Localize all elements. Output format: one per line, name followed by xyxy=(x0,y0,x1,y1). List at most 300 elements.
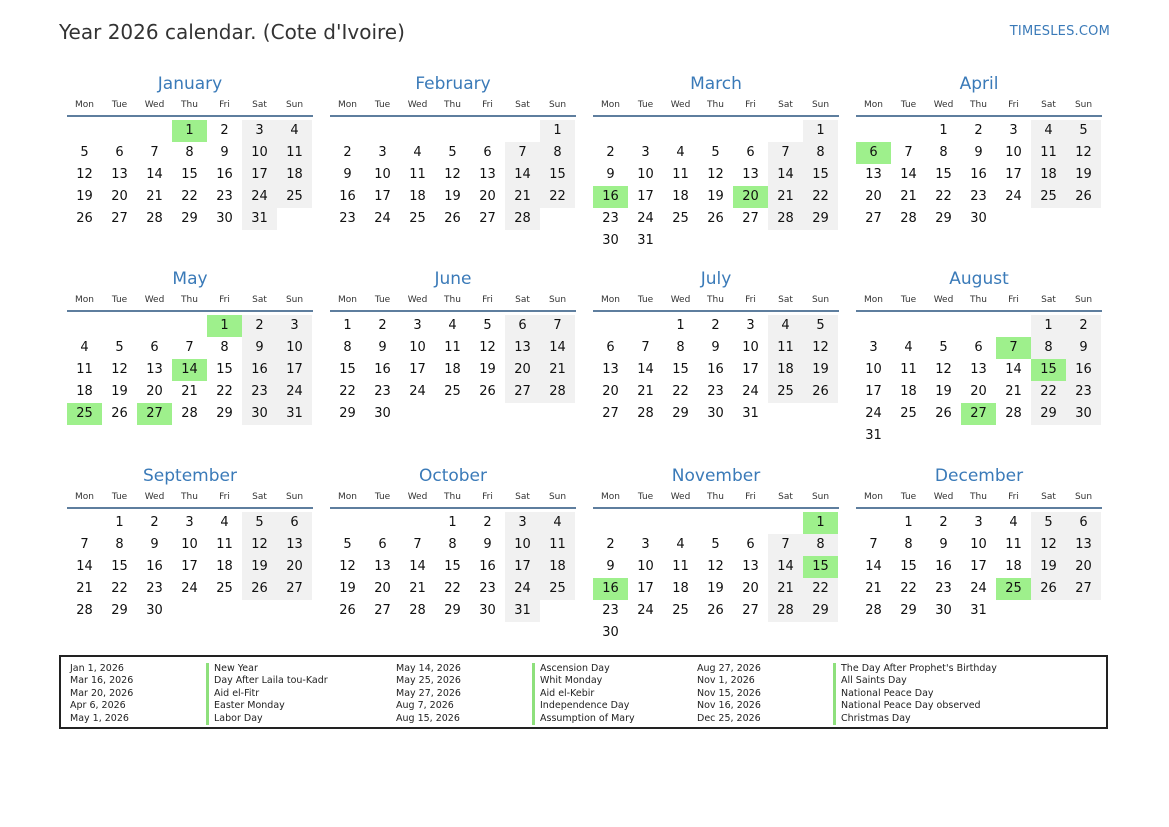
day-cell: 2 xyxy=(220,123,229,138)
day-cell: 24 xyxy=(181,581,198,596)
day-cell: 29 xyxy=(1031,403,1066,425)
day-cell: 2 xyxy=(483,515,492,530)
day-cell: 17 xyxy=(742,362,759,377)
day-cell: 5 xyxy=(483,318,492,333)
empty-cell xyxy=(365,512,400,534)
empty-cell xyxy=(698,120,733,142)
legend-date: Dec 25, 2026 xyxy=(697,712,761,724)
day-cell: 7 xyxy=(150,145,159,160)
legend-date: May 27, 2026 xyxy=(396,687,461,699)
empty-cell xyxy=(926,315,961,337)
legend-item xyxy=(70,663,328,675)
day-cell: 11 xyxy=(1005,537,1022,552)
weekday-label: Sun xyxy=(285,100,304,110)
legend-holiday-name: National Peace Day xyxy=(833,688,934,700)
day-cell: 17 xyxy=(637,581,654,596)
day-cell: 28 xyxy=(865,603,882,618)
day-cell: 29 xyxy=(672,406,689,421)
day-cell: 7 xyxy=(641,340,650,355)
day-cell: 13 xyxy=(970,362,987,377)
day-cell: 23 xyxy=(1066,381,1101,403)
day-cell: 8 xyxy=(115,537,124,552)
weekday-label: Fri xyxy=(219,492,230,502)
day-cell: 3 xyxy=(277,315,312,337)
day-cell: 22 xyxy=(672,384,689,399)
day-cell: 5 xyxy=(343,537,352,552)
day-cell: 22 xyxy=(900,581,917,596)
empty-cell xyxy=(733,512,768,534)
weekday-header xyxy=(593,96,839,117)
weekday-label: Fri xyxy=(1008,492,1019,502)
day-cell: 11 xyxy=(1031,142,1066,164)
day-cell: 25 xyxy=(900,406,917,421)
day-cell: 30 xyxy=(242,403,277,425)
day-cell: 19 xyxy=(935,384,952,399)
weekday-label: Tue xyxy=(374,492,391,502)
day-cell: 12 xyxy=(111,362,128,377)
holiday-day-cell: 20 xyxy=(733,186,768,208)
day-cell: 22 xyxy=(444,581,461,596)
day-cell: 3 xyxy=(746,318,755,333)
weekday-label: Thu xyxy=(970,100,987,110)
legend-item xyxy=(70,700,328,712)
weekday-label: Tue xyxy=(111,492,128,502)
legend-item xyxy=(396,700,635,712)
empty-cell xyxy=(856,315,891,337)
day-cell: 6 xyxy=(746,537,755,552)
day-cell: 27 xyxy=(742,603,759,618)
weekday-label: Mon xyxy=(338,295,357,305)
weekday-header xyxy=(593,488,839,509)
weekday-label: Mon xyxy=(601,492,620,502)
empty-cell xyxy=(102,315,137,337)
day-cell: 10 xyxy=(505,534,540,556)
day-cell: 4 xyxy=(904,340,913,355)
day-cell: 4 xyxy=(277,120,312,142)
weekday-label: Sat xyxy=(252,100,267,110)
legend-date: Jan 1, 2026 xyxy=(70,663,124,674)
month-name: March xyxy=(690,74,742,94)
day-cell: 23 xyxy=(479,581,496,596)
day-cell: 14 xyxy=(146,167,163,182)
day-cell: 28 xyxy=(768,208,803,230)
legend-date: Nov 16, 2026 xyxy=(697,700,761,712)
weekday-label: Sun xyxy=(811,492,830,502)
empty-cell xyxy=(102,120,137,142)
day-cell: 2 xyxy=(711,318,720,333)
empty-cell xyxy=(856,120,891,142)
weekday-label: Sat xyxy=(1041,492,1056,502)
weekday-label: Tue xyxy=(900,100,917,110)
day-cell: 26 xyxy=(1031,578,1066,600)
day-cell: 8 xyxy=(448,537,457,552)
legend-holiday-name: Day After Laila tou-Kadr xyxy=(206,675,328,687)
day-cell: 24 xyxy=(637,603,654,618)
day-cell: 17 xyxy=(409,362,426,377)
day-cell: 30 xyxy=(935,603,952,618)
day-cell: 25 xyxy=(768,381,803,403)
weekday-label: Sat xyxy=(252,492,267,502)
day-cell: 4 xyxy=(676,537,685,552)
day-cell: 22 xyxy=(803,578,838,600)
day-cell: 25 xyxy=(672,603,689,618)
weekday-label: Mon xyxy=(75,492,94,502)
month-march xyxy=(593,70,839,252)
day-cell: 22 xyxy=(803,186,838,208)
day-cell: 27 xyxy=(505,381,540,403)
day-cell: 12 xyxy=(707,559,724,574)
weekday-label: Wed xyxy=(407,295,428,305)
empty-cell xyxy=(698,512,733,534)
day-cell: 20 xyxy=(1066,556,1101,578)
day-cell: 29 xyxy=(111,603,128,618)
day-cell: 14 xyxy=(540,337,575,359)
day-cell: 23 xyxy=(602,603,619,618)
weekday-label: Thu xyxy=(181,100,198,110)
day-cell: 13 xyxy=(865,167,882,182)
day-cell: 14 xyxy=(637,362,654,377)
legend-item xyxy=(697,688,997,700)
day-cell: 18 xyxy=(900,384,917,399)
month-name: December xyxy=(934,466,1024,486)
weekday-label: Wed xyxy=(670,295,691,305)
day-cell: 9 xyxy=(242,337,277,359)
day-cell: 19 xyxy=(479,362,496,377)
holiday-day-cell: 7 xyxy=(996,337,1031,359)
weekday-label: Sun xyxy=(811,100,830,110)
day-cell: 9 xyxy=(711,340,720,355)
day-cell: 9 xyxy=(974,145,983,160)
day-cell: 18 xyxy=(76,384,93,399)
weekday-label: Thu xyxy=(444,295,461,305)
month-september xyxy=(67,462,313,622)
day-cell: 7 xyxy=(505,142,540,164)
day-cell: 9 xyxy=(606,559,615,574)
day-cell: 21 xyxy=(768,578,803,600)
day-cell: 3 xyxy=(413,318,422,333)
day-cell: 16 xyxy=(374,362,391,377)
weekday-label: Tue xyxy=(111,100,128,110)
day-cell: 21 xyxy=(181,384,198,399)
month-name: February xyxy=(415,74,491,94)
day-cell: 12 xyxy=(1066,142,1101,164)
empty-cell xyxy=(628,120,663,142)
empty-cell xyxy=(67,315,102,337)
day-cell: 27 xyxy=(111,211,128,226)
weekday-label: Tue xyxy=(374,100,391,110)
day-cell: 13 xyxy=(374,559,391,574)
day-cell: 24 xyxy=(1005,189,1022,204)
day-cell: 17 xyxy=(637,189,654,204)
day-cell: 22 xyxy=(1031,381,1066,403)
legend-date: Nov 15, 2026 xyxy=(697,687,761,699)
month-april xyxy=(856,70,1102,230)
day-cell: 19 xyxy=(242,556,277,578)
day-cell: 28 xyxy=(1005,406,1022,421)
day-cell: 23 xyxy=(970,189,987,204)
weekday-label: Fri xyxy=(219,100,230,110)
day-cell: 29 xyxy=(935,211,952,226)
weekday-label: Wed xyxy=(670,492,691,502)
day-cell: 9 xyxy=(1066,337,1101,359)
day-cell: 26 xyxy=(707,211,724,226)
empty-cell xyxy=(628,512,663,534)
empty-cell xyxy=(593,120,628,142)
day-cell: 24 xyxy=(374,211,391,226)
day-cell: 10 xyxy=(181,537,198,552)
day-cell: 24 xyxy=(409,384,426,399)
empty-cell xyxy=(768,512,803,534)
day-cell: 19 xyxy=(1066,164,1101,186)
legend-column xyxy=(396,663,635,725)
day-cell: 16 xyxy=(707,362,724,377)
day-cell: 1 xyxy=(448,515,457,530)
day-cell: 23 xyxy=(242,381,277,403)
day-cell: 18 xyxy=(540,556,575,578)
day-cell: 2 xyxy=(343,145,352,160)
legend-date: Mar 20, 2026 xyxy=(70,687,134,699)
holiday-legend xyxy=(59,655,1108,729)
day-cell: 15 xyxy=(935,167,952,182)
day-cell: 5 xyxy=(1066,120,1101,142)
day-cell: 30 xyxy=(602,233,619,248)
day-cell: 15 xyxy=(111,559,128,574)
weekday-label: Tue xyxy=(900,295,917,305)
legend-date: May 14, 2026 xyxy=(396,663,461,674)
weekday-label: Fri xyxy=(482,492,493,502)
holiday-day-cell: 1 xyxy=(803,512,838,534)
day-cell: 18 xyxy=(1005,559,1022,574)
day-cell: 4 xyxy=(448,318,457,333)
day-cell: 6 xyxy=(974,340,983,355)
weekday-label: Wed xyxy=(407,492,428,502)
day-cell: 25 xyxy=(1031,186,1066,208)
empty-cell xyxy=(400,120,435,142)
day-cell: 23 xyxy=(216,189,233,204)
weekday-label: Sun xyxy=(548,100,567,110)
day-cell: 3 xyxy=(641,145,650,160)
weekday-label: Wed xyxy=(933,492,954,502)
weekday-label: Sun xyxy=(285,492,304,502)
day-cell: 29 xyxy=(444,603,461,618)
day-cell: 31 xyxy=(970,603,987,618)
page-title: Year 2026 calendar. (Cote d'Ivoire) xyxy=(59,20,405,44)
weekday-label: Thu xyxy=(707,295,724,305)
day-cell: 26 xyxy=(479,384,496,399)
month-name: January xyxy=(157,74,223,94)
day-grid xyxy=(856,120,1102,230)
day-cell: 4 xyxy=(80,340,89,355)
day-cell: 14 xyxy=(768,556,803,578)
day-cell: 3 xyxy=(505,512,540,534)
legend-item xyxy=(70,675,328,687)
legend-date: Apr 6, 2026 xyxy=(70,700,126,712)
day-cell: 23 xyxy=(146,581,163,596)
day-cell: 13 xyxy=(277,534,312,556)
day-cell: 23 xyxy=(935,581,952,596)
day-cell: 12 xyxy=(242,534,277,556)
day-cell: 7 xyxy=(185,340,194,355)
day-cell: 14 xyxy=(768,164,803,186)
day-cell: 21 xyxy=(900,189,917,204)
weekday-header xyxy=(856,291,1102,312)
day-cell: 7 xyxy=(869,537,878,552)
day-cell: 9 xyxy=(483,537,492,552)
day-cell: 24 xyxy=(277,381,312,403)
weekday-label: Mon xyxy=(864,295,883,305)
weekday-header xyxy=(593,291,839,312)
month-name: September xyxy=(143,466,237,486)
legend-date: May 1, 2026 xyxy=(70,712,129,724)
weekday-label: Sun xyxy=(285,295,304,305)
day-cell: 30 xyxy=(479,603,496,618)
month-name: November xyxy=(671,466,761,486)
month-august xyxy=(856,265,1102,447)
weekday-header xyxy=(856,488,1102,509)
day-cell: 25 xyxy=(409,211,426,226)
weekday-label: Sat xyxy=(252,295,267,305)
day-cell: 6 xyxy=(746,145,755,160)
legend-item xyxy=(396,663,635,675)
day-cell: 4 xyxy=(220,515,229,530)
month-december xyxy=(856,462,1102,622)
day-cell: 13 xyxy=(479,167,496,182)
day-cell: 26 xyxy=(803,381,838,403)
month-name: October xyxy=(418,466,488,486)
legend-item xyxy=(396,675,635,687)
weekday-label: Wed xyxy=(144,295,165,305)
weekday-label: Thu xyxy=(181,295,198,305)
legend-holiday-name: Christmas Day xyxy=(833,713,911,725)
day-cell: 16 xyxy=(970,167,987,182)
day-cell: 9 xyxy=(150,537,159,552)
empty-cell xyxy=(856,512,891,534)
legend-holiday-name: Aid el-Fitr xyxy=(206,688,259,700)
weekday-label: Sun xyxy=(548,295,567,305)
holiday-day-cell: 1 xyxy=(207,315,242,337)
holiday-day-cell: 25 xyxy=(67,403,102,425)
day-cell: 28 xyxy=(505,208,540,230)
day-cell: 28 xyxy=(76,603,93,618)
day-cell: 14 xyxy=(1005,362,1022,377)
weekday-label: Sat xyxy=(778,492,793,502)
weekday-label: Sun xyxy=(1074,100,1093,110)
day-cell: 2 xyxy=(974,123,983,138)
day-cell: 19 xyxy=(76,189,93,204)
day-cell: 12 xyxy=(76,167,93,182)
day-cell: 15 xyxy=(339,362,356,377)
day-cell: 6 xyxy=(505,315,540,337)
day-cell: 7 xyxy=(540,315,575,337)
day-cell: 9 xyxy=(343,167,352,182)
day-cell: 3 xyxy=(641,537,650,552)
day-cell: 5 xyxy=(711,537,720,552)
day-cell: 2 xyxy=(1066,315,1101,337)
day-cell: 16 xyxy=(242,359,277,381)
month-may xyxy=(67,265,313,425)
day-cell: 12 xyxy=(339,559,356,574)
empty-cell xyxy=(470,120,505,142)
day-cell: 28 xyxy=(540,381,575,403)
weekday-header xyxy=(67,488,313,509)
day-cell: 16 xyxy=(1066,359,1101,381)
day-cell: 1 xyxy=(343,318,352,333)
day-cell: 16 xyxy=(146,559,163,574)
day-cell: 17 xyxy=(970,559,987,574)
empty-cell xyxy=(137,315,172,337)
day-cell: 13 xyxy=(742,559,759,574)
empty-cell xyxy=(67,120,102,142)
holiday-day-cell: 1 xyxy=(172,120,207,142)
brand-link[interactable]: TIMESLES.COM xyxy=(1009,24,1110,39)
day-cell: 10 xyxy=(242,142,277,164)
weekday-label: Fri xyxy=(482,295,493,305)
day-cell: 6 xyxy=(483,145,492,160)
empty-cell xyxy=(593,315,628,337)
day-cell: 20 xyxy=(479,189,496,204)
day-cell: 30 xyxy=(707,406,724,421)
day-cell: 10 xyxy=(637,167,654,182)
legend-date: May 25, 2026 xyxy=(396,675,461,687)
month-november xyxy=(593,462,839,644)
day-cell: 10 xyxy=(865,362,882,377)
empty-cell xyxy=(172,315,207,337)
weekday-label: Mon xyxy=(601,100,620,110)
day-cell: 15 xyxy=(900,559,917,574)
weekday-label: Sat xyxy=(515,295,530,305)
empty-cell xyxy=(435,120,470,142)
day-cell: 14 xyxy=(505,164,540,186)
weekday-label: Mon xyxy=(338,100,357,110)
holiday-day-cell: 25 xyxy=(996,578,1031,600)
day-cell: 20 xyxy=(146,384,163,399)
day-cell: 27 xyxy=(479,211,496,226)
weekday-label: Mon xyxy=(864,100,883,110)
day-cell: 2 xyxy=(242,315,277,337)
day-cell: 9 xyxy=(606,167,615,182)
day-cell: 11 xyxy=(672,167,689,182)
day-cell: 21 xyxy=(540,359,575,381)
day-cell: 17 xyxy=(242,164,277,186)
day-cell: 30 xyxy=(216,211,233,226)
legend-item xyxy=(70,713,328,725)
day-cell: 7 xyxy=(80,537,89,552)
empty-cell xyxy=(137,120,172,142)
day-cell: 25 xyxy=(540,578,575,600)
day-cell: 5 xyxy=(448,145,457,160)
empty-cell xyxy=(663,120,698,142)
legend-holiday-name: Ascension Day xyxy=(532,663,610,675)
day-cell: 6 xyxy=(1066,512,1101,534)
day-cell: 15 xyxy=(540,164,575,186)
legend-item xyxy=(697,700,997,712)
day-cell: 26 xyxy=(1066,186,1101,208)
day-cell: 3 xyxy=(185,515,194,530)
day-cell: 4 xyxy=(540,512,575,534)
weekday-label: Tue xyxy=(374,295,391,305)
day-cell: 28 xyxy=(146,211,163,226)
day-cell: 23 xyxy=(339,211,356,226)
day-cell: 6 xyxy=(150,340,159,355)
day-cell: 28 xyxy=(409,603,426,618)
weekday-label: Sat xyxy=(1041,295,1056,305)
legend-column xyxy=(70,663,328,725)
day-cell: 12 xyxy=(803,337,838,359)
day-grid xyxy=(330,315,576,425)
day-cell: 29 xyxy=(216,406,233,421)
day-cell: 20 xyxy=(602,384,619,399)
day-cell: 8 xyxy=(1031,337,1066,359)
